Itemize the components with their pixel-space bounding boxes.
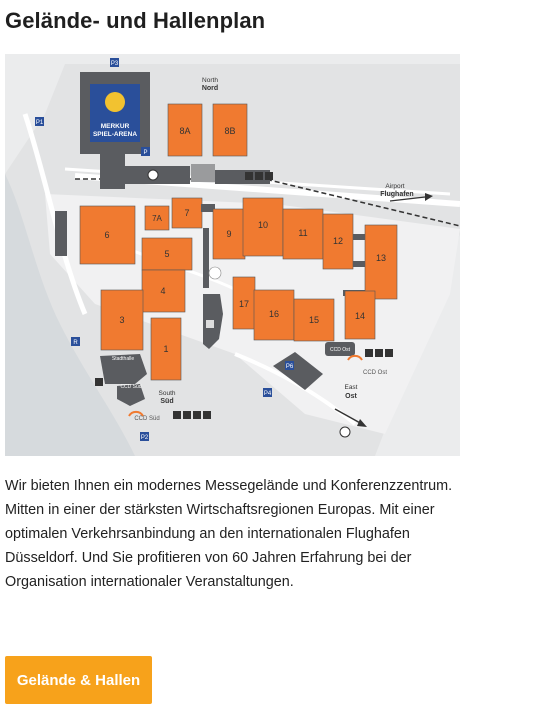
north-label: North <box>202 77 218 84</box>
hall-17 <box>233 277 255 329</box>
svg-text:12: 12 <box>332 236 344 246</box>
hall-8b <box>213 104 247 156</box>
grounds-halls-button[interactable]: Gelände & Hallen <box>5 656 152 704</box>
stadthalle-label: Stadthalle <box>111 356 135 362</box>
bus-icon <box>95 378 103 386</box>
svg-text:P: P <box>143 150 148 156</box>
parking-sign-r <box>71 337 80 346</box>
hall-8a <box>168 104 202 156</box>
hall-12 <box>323 214 353 269</box>
facility-icons-north <box>245 172 273 180</box>
description-text: Wir bieten Ihnen ein modernes Messegelände und Konferenzzentrum. Mitten in einer der stärksten Wirtschaftsregionen Europas. Mit einer optimalen Verkehrsanbindung an den internationalen Flughafen Düsseldorf. Und Sie profitieren von 60 Jahren Erfahrung bei der Organisation internationaler Veranstaltungen. <box>5 478 453 590</box>
east-sub-label: Ost <box>345 393 357 400</box>
parking-sign-p <box>141 147 150 156</box>
hall-16 <box>254 290 294 340</box>
svg-text:9: 9 <box>226 229 232 239</box>
hall-14 <box>345 291 375 339</box>
svg-text:17: 17 <box>238 299 250 309</box>
south-label: South <box>158 390 176 397</box>
north-building <box>100 166 190 184</box>
svg-text:7A: 7A <box>152 214 162 223</box>
hall-11 <box>283 209 323 259</box>
subway-icon-north <box>148 170 158 180</box>
svg-text:1: 1 <box>163 344 169 354</box>
svg-text:4: 4 <box>160 286 166 296</box>
svg-text:CCD Süd: CCD Süd <box>120 384 142 390</box>
svg-text:8B: 8B <box>224 126 236 136</box>
hall-7 <box>172 198 202 228</box>
hall-6 <box>80 206 135 264</box>
svg-text:7: 7 <box>184 208 190 218</box>
south-sub-label: Süd <box>160 398 174 405</box>
hall-13 <box>365 225 397 299</box>
svg-text:10: 10 <box>257 220 269 230</box>
svg-text:P6: P6 <box>285 364 294 370</box>
hall-10 <box>243 198 283 256</box>
airport-sub-label: Flughafen <box>380 191 414 198</box>
hall-5 <box>142 238 192 270</box>
hall-4 <box>142 270 185 312</box>
parking-sign-p1 <box>35 117 44 126</box>
page-title: Gelände- und Hallenplan <box>5 8 266 33</box>
east-label: East <box>344 384 358 391</box>
svg-text:11: 11 <box>298 228 308 238</box>
hall-7a <box>145 206 169 230</box>
svg-text:14: 14 <box>354 311 366 321</box>
svg-text:15: 15 <box>308 315 320 325</box>
arena-label-1: MERKUR <box>100 123 130 130</box>
ccd-east-label: CCD Ost <box>363 370 387 376</box>
parking-sign-p6 <box>285 361 294 370</box>
parking-sign-p4 <box>263 388 272 397</box>
hall-1 <box>151 318 181 380</box>
svg-text:3: 3 <box>119 315 125 325</box>
parking-sign-p2 <box>140 432 149 441</box>
svg-text:R: R <box>73 340 78 346</box>
svg-text:16: 16 <box>268 309 280 319</box>
hall-3 <box>101 290 143 350</box>
ccd-south-label: CCD Süd <box>134 416 160 422</box>
svg-text:P1: P1 <box>35 120 44 126</box>
svg-text:8A: 8A <box>179 126 191 136</box>
site-map[interactable] <box>5 54 460 456</box>
svg-text:P2: P2 <box>140 435 149 441</box>
hall-9 <box>213 209 245 259</box>
hall-15 <box>294 299 334 341</box>
parking-sign-p3 <box>110 58 119 67</box>
north-sub-label: Nord <box>201 85 219 92</box>
svg-text:5: 5 <box>164 249 170 259</box>
svg-text:13: 13 <box>375 253 387 263</box>
svg-text:P4: P4 <box>263 391 272 397</box>
svg-text:6: 6 <box>104 230 110 240</box>
arena-label-2: SPIEL-ARENA <box>92 131 138 138</box>
airport-label: Airport <box>385 183 405 190</box>
svg-text:P3: P3 <box>110 61 119 67</box>
svg-text:CCD Ost: CCD Ost <box>330 347 350 353</box>
subway-icon <box>340 427 350 437</box>
facility-icons-east <box>365 349 393 357</box>
